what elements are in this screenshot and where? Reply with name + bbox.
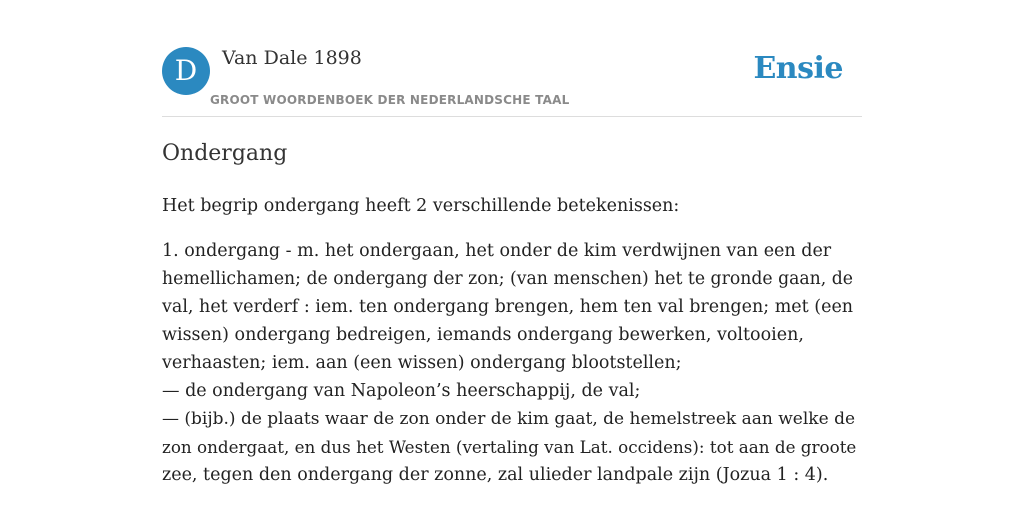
page-title: Ondergang	[162, 141, 288, 166]
brand-logo[interactable]: Ensie	[753, 51, 843, 86]
definition-line: val, het verderf : iem. ten ondergang brengen, hem ten val brengen; met (een	[162, 297, 854, 317]
source-subtitle: GROOT WOORDENBOEK DER NEDERLANDSCHE TAAL	[210, 93, 570, 107]
definition-line: — (bijb.) de plaats waar de zon onder de kim gaat, de hemelstreek aan welke de	[162, 409, 856, 429]
definition-line: zee, tegen den ondergang der zonne, zal ulieder landpale zijn (Jozua 1 : 4).	[162, 465, 829, 485]
definition-line: zon ondergaat, en dus het Westen (vertaling van Lat. occidens): tot aan de groote	[162, 437, 857, 457]
definition-line: — de ondergang van Napoleon’s heerschappij, de val;	[162, 381, 641, 401]
entry-content	[162, 138, 862, 489]
definition-text	[162, 237, 862, 489]
entry-intro: Het begrip ondergang heeft 2 verschillende betekenissen:	[162, 196, 680, 216]
header	[162, 46, 862, 117]
definition-line: verhaasten; iem. aan (een wissen) ondergang blootstellen;	[162, 353, 682, 373]
source-avatar[interactable]: D	[162, 47, 210, 95]
source-title[interactable]: Van Dale 1898	[222, 47, 362, 69]
definition-line: 1. ondergang - m. het ondergaan, het onder de kim verdwijnen van een der	[162, 241, 832, 261]
definition-line: hemellichamen; de ondergang der zon; (van menschen) het te gronde gaan, de	[162, 269, 854, 289]
definition-line: wissen) ondergang bedreigen, iemands ondergang bewerken, voltooien,	[162, 325, 804, 345]
